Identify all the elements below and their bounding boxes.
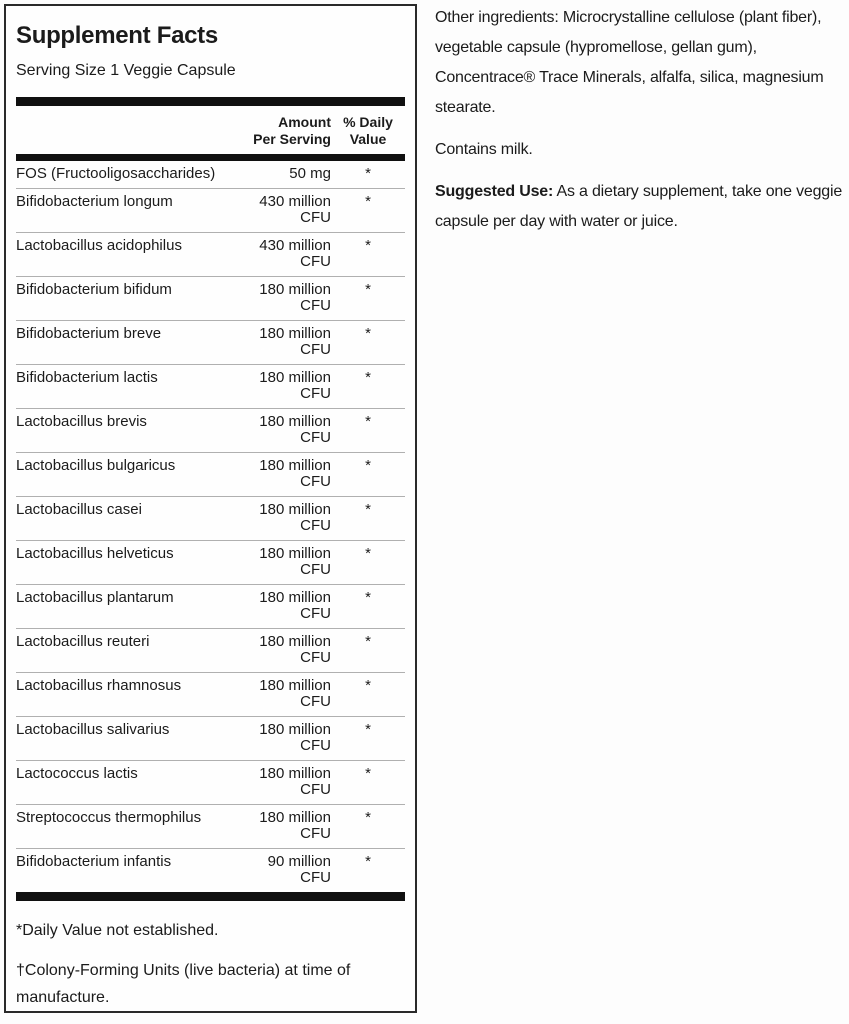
ingredient-amount: 180 million CFU [259, 457, 331, 490]
table-header [16, 106, 405, 154]
side-text-column [435, 3, 847, 237]
ingredient-name: Lactobacillus plantarum [16, 589, 174, 606]
table-row [16, 188, 405, 232]
ingredient-amount: 180 million CFU [259, 325, 331, 358]
footnote-daily-value: *Daily Value not established. [16, 922, 219, 939]
ingredient-daily-value: * [365, 809, 371, 826]
ingredient-name: Lactobacillus reuteri [16, 633, 150, 650]
ingredient-name: Bifidobacterium breve [16, 325, 162, 342]
table-row [16, 364, 405, 408]
ingredient-name: Bifidobacterium lactis [16, 369, 158, 386]
suggested-use [435, 177, 847, 237]
table-row [16, 408, 405, 452]
table-row [16, 540, 405, 584]
ingredient-name: Lactobacillus acidophilus [16, 237, 182, 254]
ingredient-name: Lactobacillus salivarius [16, 721, 170, 738]
amount-header-line1: Amount [278, 114, 331, 130]
ingredient-daily-value: * [365, 589, 371, 606]
table-row [16, 232, 405, 276]
dv-header-line2: Value [349, 131, 387, 147]
amount-column-header [243, 114, 331, 148]
ingredient-name: Lactobacillus helveticus [16, 545, 174, 562]
table-row [16, 161, 405, 188]
suggested-use-text: As a dietary supplement, take one veggie capsule per day with water or juice. [435, 183, 843, 230]
ingredient-amount: 180 million CFU [259, 501, 331, 534]
ingredient-daily-value: * [365, 457, 371, 474]
table-row [16, 584, 405, 628]
dv-header-line1: % Daily [343, 114, 393, 130]
ingredient-daily-value: * [365, 281, 371, 298]
contains-statement: Contains milk. [435, 141, 533, 158]
ingredient-amount: 90 million CFU [267, 853, 331, 886]
ingredient-name: Lactobacillus bulgaricus [16, 457, 176, 474]
ingredient-amount: 180 million CFU [259, 677, 331, 710]
ingredient-name: Lactococcus lactis [16, 765, 138, 782]
ingredient-amount: 180 million CFU [259, 369, 331, 402]
thick-divider-header [16, 154, 405, 161]
ingredient-amount: 180 million CFU [259, 633, 331, 666]
ingredient-name: Bifidobacterium infantis [16, 853, 172, 870]
table-row [16, 804, 405, 848]
ingredient-daily-value: * [365, 677, 371, 694]
ingredient-daily-value: * [365, 165, 371, 182]
ingredient-daily-value: * [365, 721, 371, 738]
table-row [16, 276, 405, 320]
ingredient-amount: 180 million CFU [259, 281, 331, 314]
ingredient-daily-value: * [365, 501, 371, 518]
table-row [16, 672, 405, 716]
table-row [16, 320, 405, 364]
ingredient-amount: 180 million CFU [259, 809, 331, 842]
panel-title: Supplement Facts [16, 22, 218, 49]
ingredient-table [16, 161, 405, 892]
table-row [16, 496, 405, 540]
supplement-facts-panel [4, 4, 417, 1013]
ingredient-amount: 430 million CFU [259, 237, 331, 270]
ingredient-daily-value: * [365, 545, 371, 562]
table-row [16, 716, 405, 760]
table-row [16, 452, 405, 496]
daily-value-column-header [331, 114, 405, 148]
ingredient-name: Bifidobacterium bifidum [16, 281, 172, 298]
suggested-use-label: Suggested Use: [435, 183, 554, 200]
ingredient-daily-value: * [365, 369, 371, 386]
table-row [16, 760, 405, 804]
ingredient-daily-value: * [365, 325, 371, 342]
ingredient-amount: 430 million CFU [259, 193, 331, 226]
ingredient-daily-value: * [365, 853, 371, 870]
thick-divider-top [16, 97, 405, 106]
amount-header-line2: Per Serving [253, 131, 331, 147]
ingredient-name: Bifidobacterium longum [16, 193, 173, 210]
ingredient-amount: 50 mg [289, 165, 331, 182]
thick-divider-bottom [16, 892, 405, 901]
ingredient-name: Lactobacillus rhamnosus [16, 677, 182, 694]
ingredient-amount: 180 million CFU [259, 413, 331, 446]
serving-size: Serving Size 1 Veggie Capsule [16, 62, 236, 79]
footnote-cfu: †Colony-Forming Units (live bacteria) at time of manufacture. [16, 962, 351, 1006]
table-row [16, 848, 405, 892]
ingredient-daily-value: * [365, 413, 371, 430]
ingredient-name: FOS (Fructooligosaccharides) [16, 165, 216, 182]
other-ingredients-text: Other ingredients: Microcrystalline cellulose (plant fiber), vegetable capsule (hypromellose, gellan gum), Concentrace® Trace Minerals, alfalfa, silica, magnesium stearate. [435, 9, 824, 116]
ingredient-daily-value: * [365, 237, 371, 254]
table-row [16, 628, 405, 672]
ingredient-amount: 180 million CFU [259, 721, 331, 754]
ingredient-amount: 180 million CFU [259, 765, 331, 798]
ingredient-amount: 180 million CFU [259, 589, 331, 622]
ingredient-daily-value: * [365, 765, 371, 782]
ingredient-name: Lactobacillus casei [16, 501, 142, 518]
ingredient-daily-value: * [365, 633, 371, 650]
ingredient-amount: 180 million CFU [259, 545, 331, 578]
ingredient-name: Streptococcus thermophilus [16, 809, 202, 826]
ingredient-name: Lactobacillus brevis [16, 413, 147, 430]
ingredient-daily-value: * [365, 193, 371, 210]
